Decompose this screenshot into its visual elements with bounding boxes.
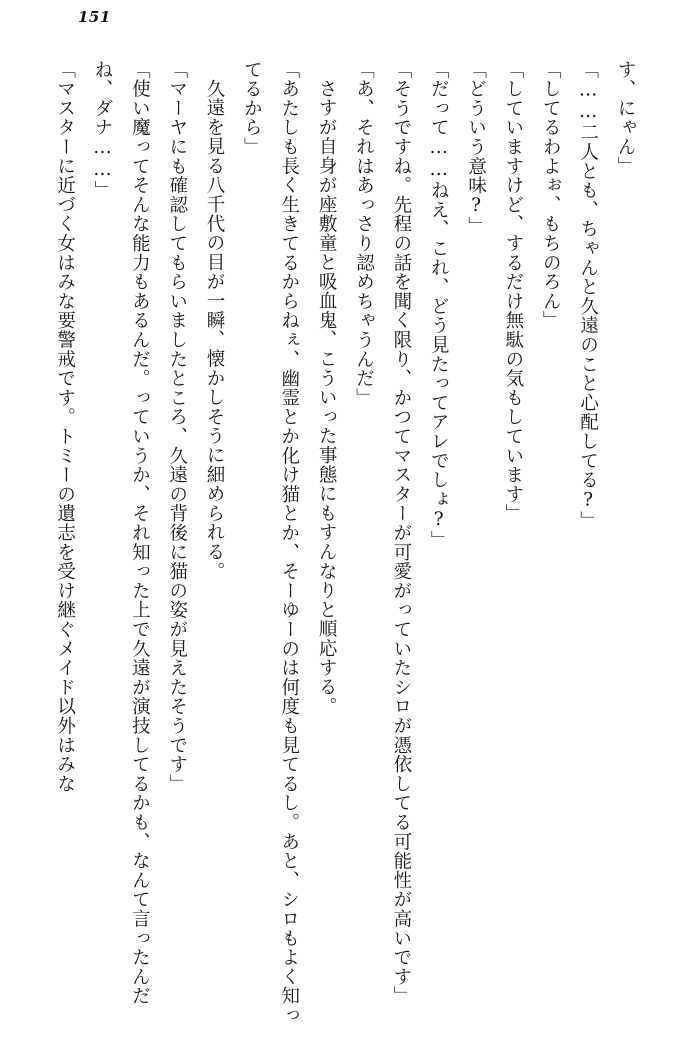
body-paragraph: 「……二人とも、ちゃんと久遠のこと心配してる?」 (577, 60, 599, 531)
page-number: 151 (78, 8, 111, 26)
body-paragraph: 「使い魔ってそんな能力もあるんだ。っていうか、それ知った上で久遠が演技してるかも、なんて言ったんだね、ダナ……」 (91, 60, 151, 1006)
body-paragraph: 「あたしも長く生きてるからねぇ、幽霊とか化け猫とか、そーゆーのは何度も見てるし。あと、シロもよく知ってるから」 (241, 60, 300, 1025)
body-paragraph: 「どういう意味?」 (465, 60, 487, 237)
body-paragraph: 「あ、それはあっさり認めちゃうんだ」 (353, 60, 375, 408)
body-paragraph: 久遠を見る八千代の目が一瞬、懐かしそうに細められる。 (204, 78, 226, 581)
body-paragraph: 「していますけど、するだけ無駄の気もしています」 (502, 60, 524, 524)
body-paragraph: 「だって……ねえ、これ、どう見たってアレでしょ?」 (428, 60, 450, 550)
body-paragraph: す、にゃん」 (615, 60, 636, 176)
body-paragraph: さすが自身が座敷童と吸血鬼、こういった事態にもすんなりと順応する。 (316, 78, 338, 716)
body-paragraph: 「してるわよぉ、もちのろん」 (540, 60, 562, 331)
body-paragraph: 「そうですね。先程の話を聞く限り、かつてマスターが可愛がっていたシロが憑依してる可能性が高いです」 (390, 60, 412, 1006)
body-paragraph: 「マーヤにも確認してもらいましたところ、久遠の背後に猫の姿が見えたそうです」 (166, 60, 188, 794)
page-body-text (30, 60, 644, 1032)
body-paragraph: 「マスターに近づく女はみな要警戒です。トミーの遺志を受け継ぐメイド以外はみな (54, 60, 76, 794)
